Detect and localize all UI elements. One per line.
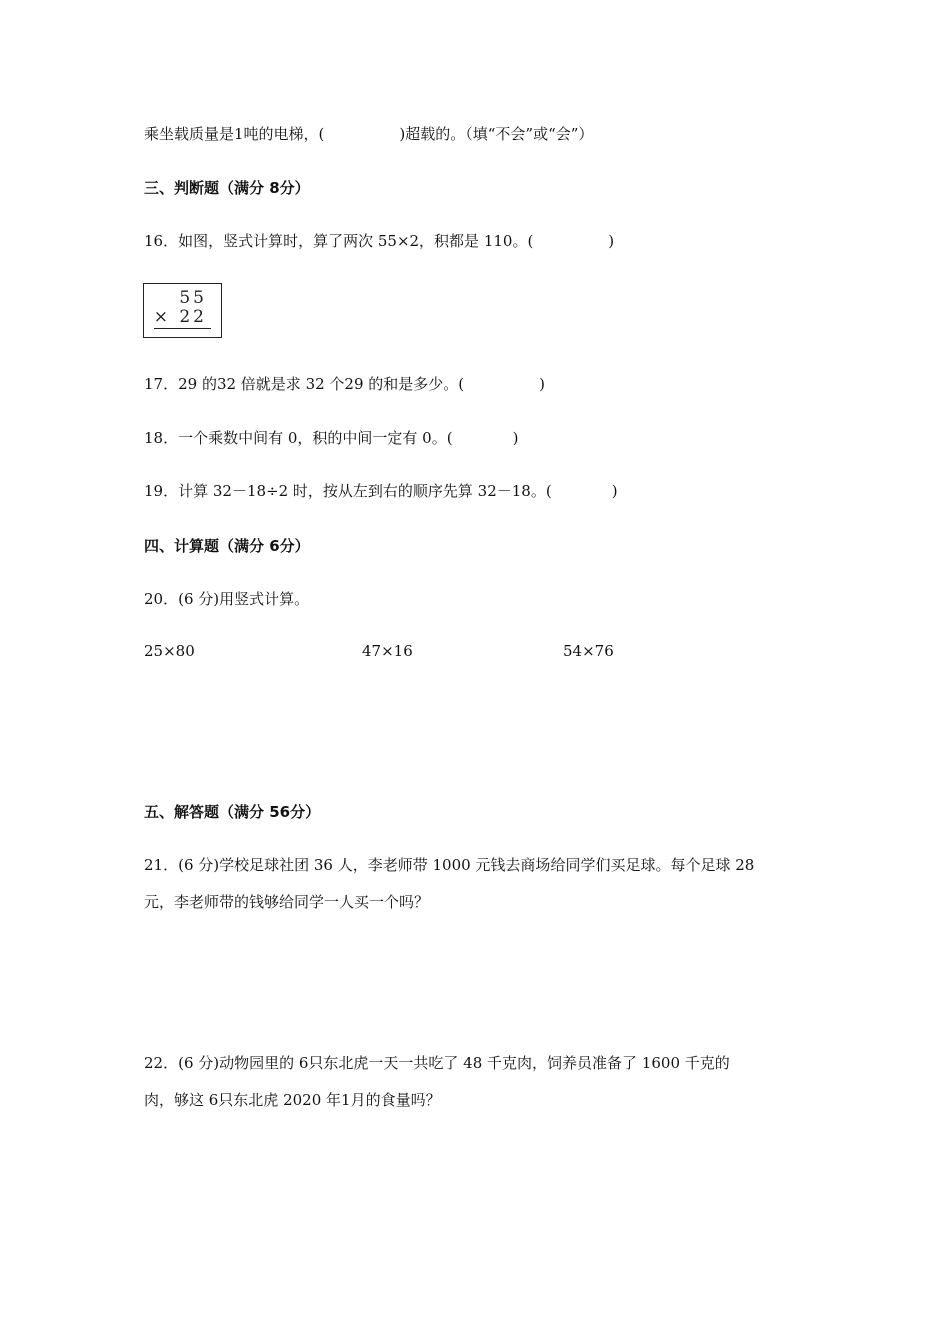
question-22-line-2: 肉，够这 6只东北虎 2020 年1月的食量吗？ [144, 1091, 441, 1109]
calc-expression-2: 47×16 [362, 642, 413, 660]
question-21-line-2: 元，李老师带的钱够给同学一人买一个吗？ [144, 893, 430, 911]
question-18: 18．一个乘数中间有 0，积的中间一定有 0。( ) [144, 429, 519, 447]
question-19: 19．计算 32－18÷2 时，按从左到右的顺序先算 32－18。( ) [144, 482, 618, 500]
question-17: 17．29 的32 倍就是求 32 个29 的和是多少。( ) [144, 375, 545, 393]
question-20: 20．(6 分)用竖式计算。 [144, 590, 310, 608]
question-21-line-1: 21．(6 分)学校足球社团 36 人，李老师带 1000 元钱去商场给同学们买足球。每个足球 28 [144, 856, 755, 874]
intro-question-line: 乘坐载质量是1吨的电梯，( )超载的。（填“不会”或“会”） [144, 125, 594, 143]
section-5-title: 五、解答题（满分 56分） [144, 803, 321, 821]
figure-underline [154, 328, 211, 329]
calc-expression-1: 25×80 [144, 642, 195, 660]
vertical-multiplication-figure [143, 283, 222, 338]
section-3-title: 三、判断题（满分 8分） [144, 179, 310, 197]
question-16: 16．如图，竖式计算时，算了两次 55×2，积都是 110。( ) [144, 232, 615, 250]
calc-expression-3: 54×76 [563, 642, 614, 660]
figure-multiplicand: 55 [179, 288, 207, 308]
section-4-title: 四、计算题（满分 6分） [144, 537, 310, 555]
figure-multiplier: × 22 [153, 307, 207, 327]
question-22-line-1: 22．(6 分)动物园里的 6只东北虎一天一共吃了 48 千克肉，饲养员准备了 1600 千克的 [144, 1054, 730, 1072]
